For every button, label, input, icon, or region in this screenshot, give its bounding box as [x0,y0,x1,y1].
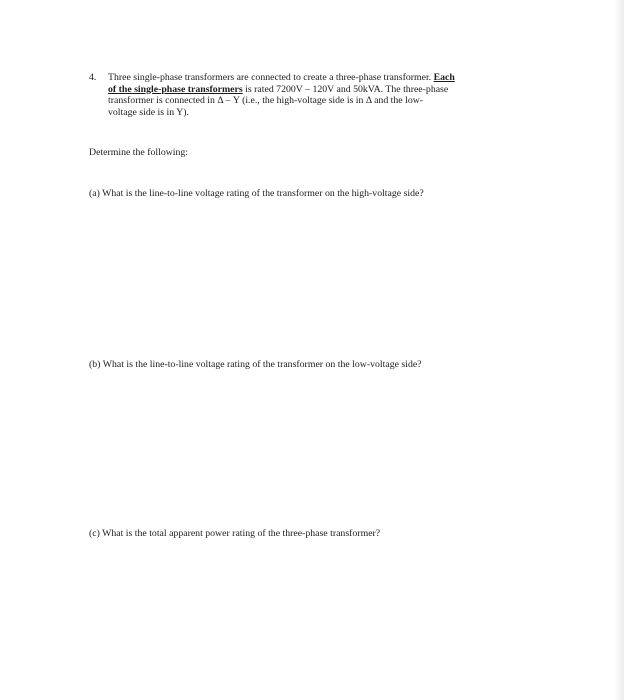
emphasis-single-phase-transformers: of the single-phase transformers [108,83,243,95]
question-c: (c) What is the total apparent power rating of the three-phase transformer? [89,528,381,539]
question-a: (a) What is the line-to-line voltage rating of the transformer on the high-voltage side? [89,188,424,199]
problem-statement [89,72,547,118]
page-edge-shadow [614,0,624,700]
question-b: (b) What is the line-to-line voltage rating of the transformer on the low-voltage side? [89,359,422,370]
problem-line-1-text: Three single-phase transformers are connected to create a three-phase transformer. [108,72,432,83]
problem-line-3: transformer is connected in Δ – Y (i.e., the high-voltage side is in Δ and the low- [108,95,424,107]
determine-heading: Determine the following: [89,147,189,158]
problem-number: 4. [89,72,97,83]
problem-line-2-text: is rated 7200V – 120V and 50kVA. The three-phase [242,83,449,95]
emphasis-each: Each [433,72,455,83]
problem-body [108,72,547,118]
problem-line-1 [108,72,547,84]
problem-line-2 [108,84,547,96]
problem-line-4: voltage side is in Y). [108,106,189,118]
